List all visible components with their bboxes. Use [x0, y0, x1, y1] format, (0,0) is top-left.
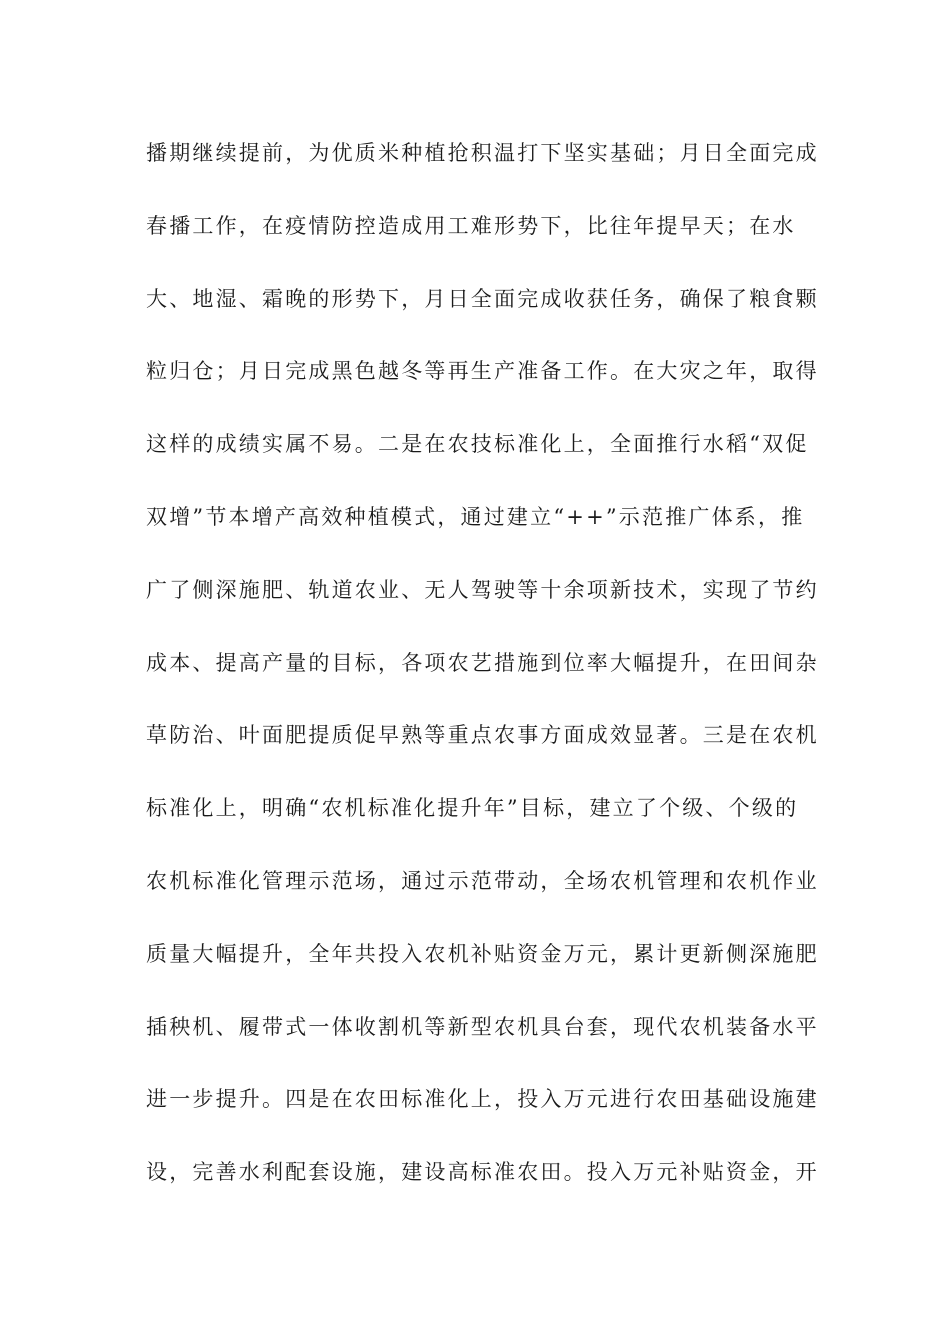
text-line: 标准化上，明确“农机标准化提升年”目标，建立了个级、个级的: [146, 796, 799, 821]
text-line: 广了侧深施肥、轨道农业、无人驾驶等十余项新技术，实现了节约: [146, 577, 819, 602]
body-text: [146, 133, 819, 1225]
text-line: 春播工作，在疫情防控造成用工难形势下，比往年提早天；在水: [146, 213, 796, 238]
text-line: 这样的成绩实属不易。二是在农技标准化上，全面推行水稻“双促: [146, 432, 809, 457]
text-line: 大、地湿、霜晚的形势下，月日全面完成收获任务，确保了粮食颗: [146, 286, 819, 311]
text-line: 农机标准化管理示范场，通过示范带动，全场农机管理和农机作业: [146, 868, 819, 893]
text-line: 成本、提高产量的目标，各项农艺措施到位率大幅提升，在田间杂: [146, 650, 819, 675]
text-line: 草防治、叶面肥提质促早熟等重点农事方面成效显著。三是在农机: [146, 723, 819, 748]
text-line: 粒归仓；月日完成黑色越冬等再生产准备工作。在大灾之年，取得: [146, 359, 819, 384]
text-line: 进一步提升。四是在农田标准化上，投入万元进行农田基础设施建: [146, 1087, 819, 1112]
text-line: 质量大幅提升，全年共投入农机补贴资金万元，累计更新侧深施肥: [146, 941, 819, 966]
text-line: 双增”节本增产高效种植模式，通过建立“++”示范推广体系，推: [146, 504, 805, 529]
text-line: 插秧机、履带式一体收割机等新型农机具台套，现代农机装备水平: [146, 1014, 819, 1039]
text-line: 播期继续提前，为优质米种植抢积温打下坚实基础；月日全面完成: [146, 141, 819, 165]
text-line: 设，完善水利配套设施，建设高标准农田。投入万元补贴资金，开: [146, 1160, 819, 1185]
